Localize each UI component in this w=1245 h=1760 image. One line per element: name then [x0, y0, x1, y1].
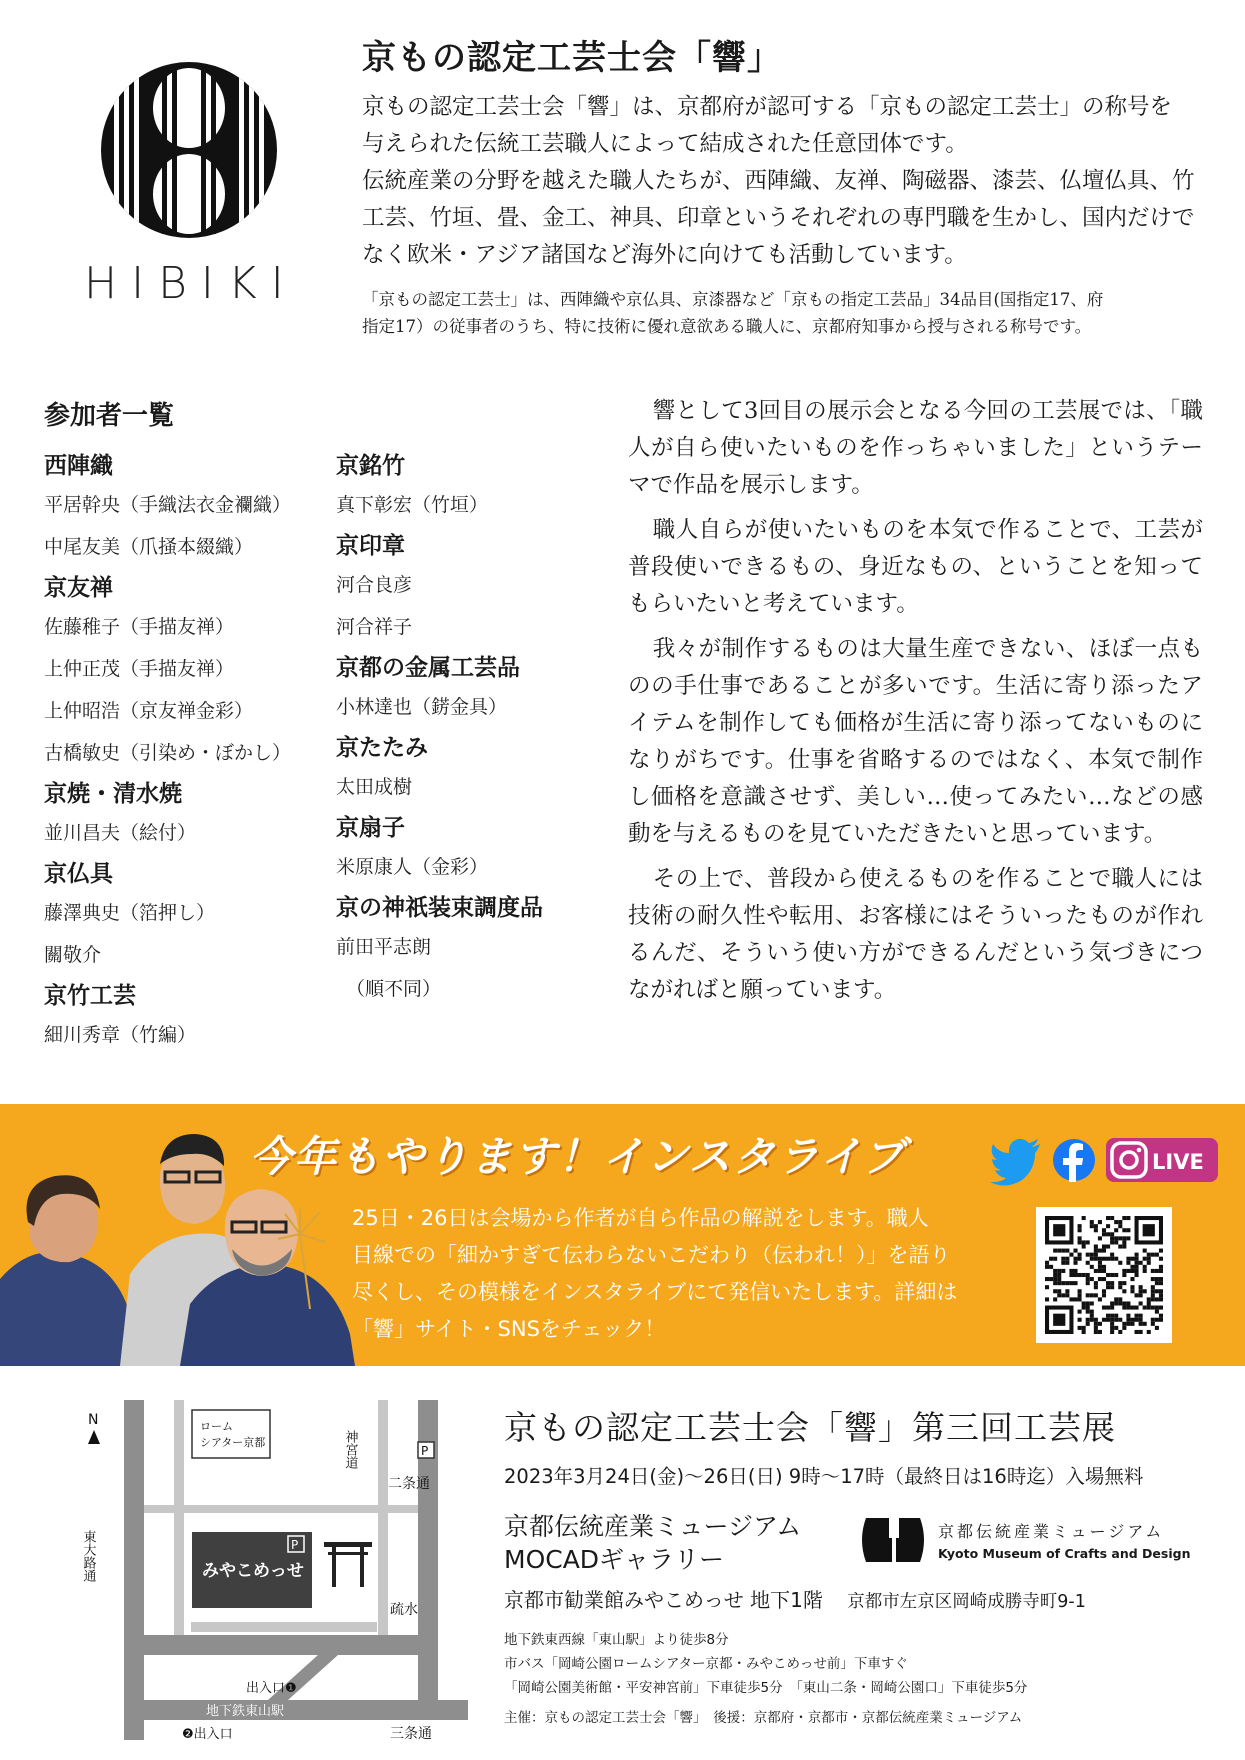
- member-name: 米原康人（金彩）: [336, 856, 489, 878]
- member-category: 京仏具: [44, 860, 113, 887]
- event-info: [504, 1402, 1224, 1489]
- event-date: 2023年3月24日(金)～26日(日) 9時～17時（最終日は16時迄）入場無料: [504, 1465, 1144, 1488]
- venue-name: 京都伝統産業ミュージアム: [504, 1512, 802, 1541]
- map-exit1-label: 出入口❶: [246, 1681, 297, 1696]
- member-name: 河合良彦: [336, 574, 413, 596]
- member-name: 小林達也（錺金具）: [336, 696, 508, 718]
- member-name: 關敬介: [44, 944, 102, 966]
- member-name: 中尾友美（爪掻本綴織）: [44, 536, 254, 558]
- member-group: [44, 776, 334, 854]
- banner-desc-line: 目線での「細かすぎて伝わらないこだわり（伝われ！）」を語り: [352, 1243, 951, 1267]
- member-name: 前田平志朗: [336, 936, 432, 958]
- access-map: [80, 1400, 468, 1742]
- banner-desc-line: 「響」サイト・SNSをチェック！: [352, 1317, 666, 1341]
- banner-desc-line: 尽くし、その模様をインスタライブにて発信いたします。詳細は: [352, 1280, 958, 1304]
- hibiki-logo: [84, 58, 298, 328]
- banner-desc-line: 25日・26日は会場から作者が自ら作品の解説をします。職人: [352, 1206, 929, 1230]
- message-paragraph: 職人自らが使いたいものを本気で作ることで、工芸が普段使いできるもの、身近なもの、ということを知ってもらいたいと考えています。: [628, 517, 1203, 617]
- member-name: 並川昌夫（絵付）: [44, 822, 197, 844]
- map-miyako-label: みやこめっせ: [202, 1561, 304, 1581]
- member-name: 佐藤稚子（手描友禅）: [44, 616, 235, 638]
- organizer-line: 主催：京もの認定工芸士会「響」 後援：京都府・京都市・京都伝統産業ミュージアム: [504, 1710, 1023, 1726]
- exhibition-message: [628, 393, 1203, 1017]
- member-category: 西陣織: [44, 452, 113, 479]
- qr-code[interactable]: [1036, 1207, 1172, 1343]
- access-info: [504, 1628, 1027, 1730]
- museum-logo-en: Kyoto Museum of Crafts and Design: [938, 1546, 1191, 1561]
- event-title: 京もの認定工芸士会「響」第三回工芸展: [504, 1408, 1116, 1447]
- map-sanjo-label: 三条通: [390, 1726, 432, 1742]
- venue-floor: 京都市勧業館みやこめっせ 地下1階: [504, 1588, 823, 1612]
- member-category: 京扇子: [336, 814, 405, 841]
- instagram-icon[interactable]: [1106, 1138, 1218, 1182]
- member-category: 京印章: [336, 532, 405, 559]
- member-category: 京の神祇装束調度品: [336, 894, 543, 921]
- lead-line: 京もの認定工芸士会「響」は、京都府が認可する「京もの認定工芸士」の称号を: [362, 94, 1173, 120]
- member-group: [44, 570, 334, 774]
- member-group: [336, 528, 626, 648]
- member-name: 細川秀章（竹編）: [44, 1024, 197, 1046]
- facebook-icon[interactable]: [1052, 1138, 1096, 1182]
- lead-line: 工芸、竹垣、畳、金工、神具、印章というそれぞれの専門職を生かし、国内だけで: [362, 205, 1195, 231]
- lead-line: 与えられた伝統工芸職人によって結成された任意団体です。: [362, 131, 968, 157]
- map-parking-icon: P: [421, 1444, 429, 1458]
- member-name: 河合祥子: [336, 616, 413, 638]
- map-nijo-label: 二条通: [388, 1476, 430, 1492]
- members-column-1: [44, 446, 334, 1056]
- torii-icon: [324, 1542, 372, 1587]
- lead-line: 伝統産業の分野を越えた職人たちが、西陣織、友禅、陶磁器、漆芸、仏壇仏具、竹: [362, 168, 1195, 194]
- intro-lead: [362, 89, 1202, 274]
- note-line: 指定17）の従事者のうち、特に技術に優れ意欲ある職人に、京都府知事から授与される称号です。: [362, 317, 1092, 336]
- museum-logo: [858, 1516, 1190, 1564]
- map-rohm-label: ローム: [200, 1420, 233, 1433]
- access-line: 市バス「岡崎公園ロームシアター京都・みやこめっせ前」下車すぐ: [504, 1656, 908, 1672]
- map-exit2-label: ❷出入口: [182, 1727, 233, 1742]
- member-category: 京都の金属工芸品: [336, 654, 520, 681]
- member-category: 京銘竹: [336, 452, 405, 479]
- map-station-label: 地下鉄東山駅: [206, 1704, 285, 1719]
- north-label: N: [88, 1412, 99, 1428]
- venue-place: [504, 1584, 1086, 1613]
- banner-title: 今年もやります！インスタライブ: [250, 1132, 907, 1181]
- intro-note: [362, 286, 1202, 340]
- north-arrow-icon: [88, 1430, 100, 1444]
- map-rohm-label-2: シアター京都: [200, 1436, 266, 1449]
- member-name: 上仲昭浩（京友禅金彩）: [44, 700, 254, 722]
- banner-description: [352, 1200, 1012, 1348]
- message-paragraph: その上で、普段から使えるものを作ることで職人には技術の耐久性や転用、お客様にはそういったものが作れるんだ、そういう使い方ができるんだという気づきにつながればと願っています。: [628, 866, 1203, 1003]
- member-group: [44, 856, 334, 976]
- map-jingu-label: 神宮道: [342, 1430, 358, 1469]
- message-paragraph: 響として3回目の展示会となる今回の工芸展では、「職人が自ら使いたいものを作っちゃいました」というテーマで作品を展示します。: [628, 398, 1203, 498]
- access-line: 「岡崎公園美術館・平安神宮前」下車徒歩5分 「東山二条・岡崎公園口」下車徒歩5分: [504, 1680, 1028, 1696]
- museum-logo-ja: 京都伝統産業ミュージアム: [938, 1522, 1165, 1541]
- member-category: 京竹工芸: [44, 982, 136, 1009]
- member-group: [336, 810, 626, 888]
- hibiki-emblem-icon: [84, 58, 294, 248]
- member-group: [44, 448, 334, 568]
- twitter-icon[interactable]: [990, 1138, 1042, 1182]
- live-label: LIVE: [1152, 1150, 1204, 1174]
- org-title: 京もの認定工芸士会「響」: [362, 38, 782, 78]
- members-column-2: [336, 446, 626, 1010]
- note-line: 「京もの認定工芸士」は、西陣織や京仏具、京漆器など「京もの指定工芸品」34品目(国指定17、府: [362, 290, 1104, 309]
- member-group: [336, 890, 626, 968]
- member-name: 藤澤典史（箔押し）: [44, 902, 216, 924]
- museum-logo-icon: [858, 1516, 928, 1564]
- logo-wordmark: HIBIKI: [84, 258, 298, 309]
- sns-icons: [990, 1138, 1218, 1182]
- insta-live-banner: [0, 1104, 1245, 1366]
- member-name: 太田成樹: [336, 776, 413, 798]
- member-name: 上仲正茂（手描友禅）: [44, 658, 235, 680]
- order-note: （順不同）: [346, 978, 442, 1000]
- member-group: [336, 448, 626, 526]
- member-group: [336, 650, 626, 728]
- member-category: 京たたみ: [336, 734, 428, 761]
- map-parking-icon: P: [291, 1538, 299, 1552]
- message-paragraph: 我々が制作するものは大量生産できない、ほぼ一点ものの手仕事であることが多いです。生活に寄り添ったアイテムを制作しても価格が生活に寄り添ってないものになりがちです。仕事を省略するのではなく、本気で制作し価格を意識させず、美しい…使ってみたい…などの感動を与えるものを見ていただきたいと思っています。: [628, 636, 1203, 847]
- member-name: 平居幹央（手織法衣金襴織）: [44, 494, 292, 516]
- member-category: 京焼・清水焼: [44, 780, 182, 807]
- access-line: 地下鉄東西線「東山駅」より徒歩8分: [504, 1632, 729, 1648]
- members-title: 参加者一覧: [44, 401, 175, 431]
- intro-section: [362, 30, 1202, 340]
- member-category: 京友禅: [44, 574, 113, 601]
- member-name: 古橋敏史（引染め・ぼかし）: [44, 742, 292, 764]
- member-name: 真下彰宏（竹垣）: [336, 494, 489, 516]
- map-higashioji-label: 東大路通: [80, 1530, 96, 1582]
- member-group: [44, 978, 334, 1056]
- map-sosui-label: 疏水: [390, 1602, 418, 1618]
- qr-code-icon: [1045, 1216, 1163, 1334]
- venue-gallery: MOCADギャラリー: [504, 1545, 725, 1574]
- venue-address: 京都市左京区岡崎成勝寺町9-1: [847, 1592, 1086, 1612]
- member-group: [336, 730, 626, 808]
- lead-line: なく欧米・アジア諸国など海外に向けても活動しています。: [362, 242, 967, 268]
